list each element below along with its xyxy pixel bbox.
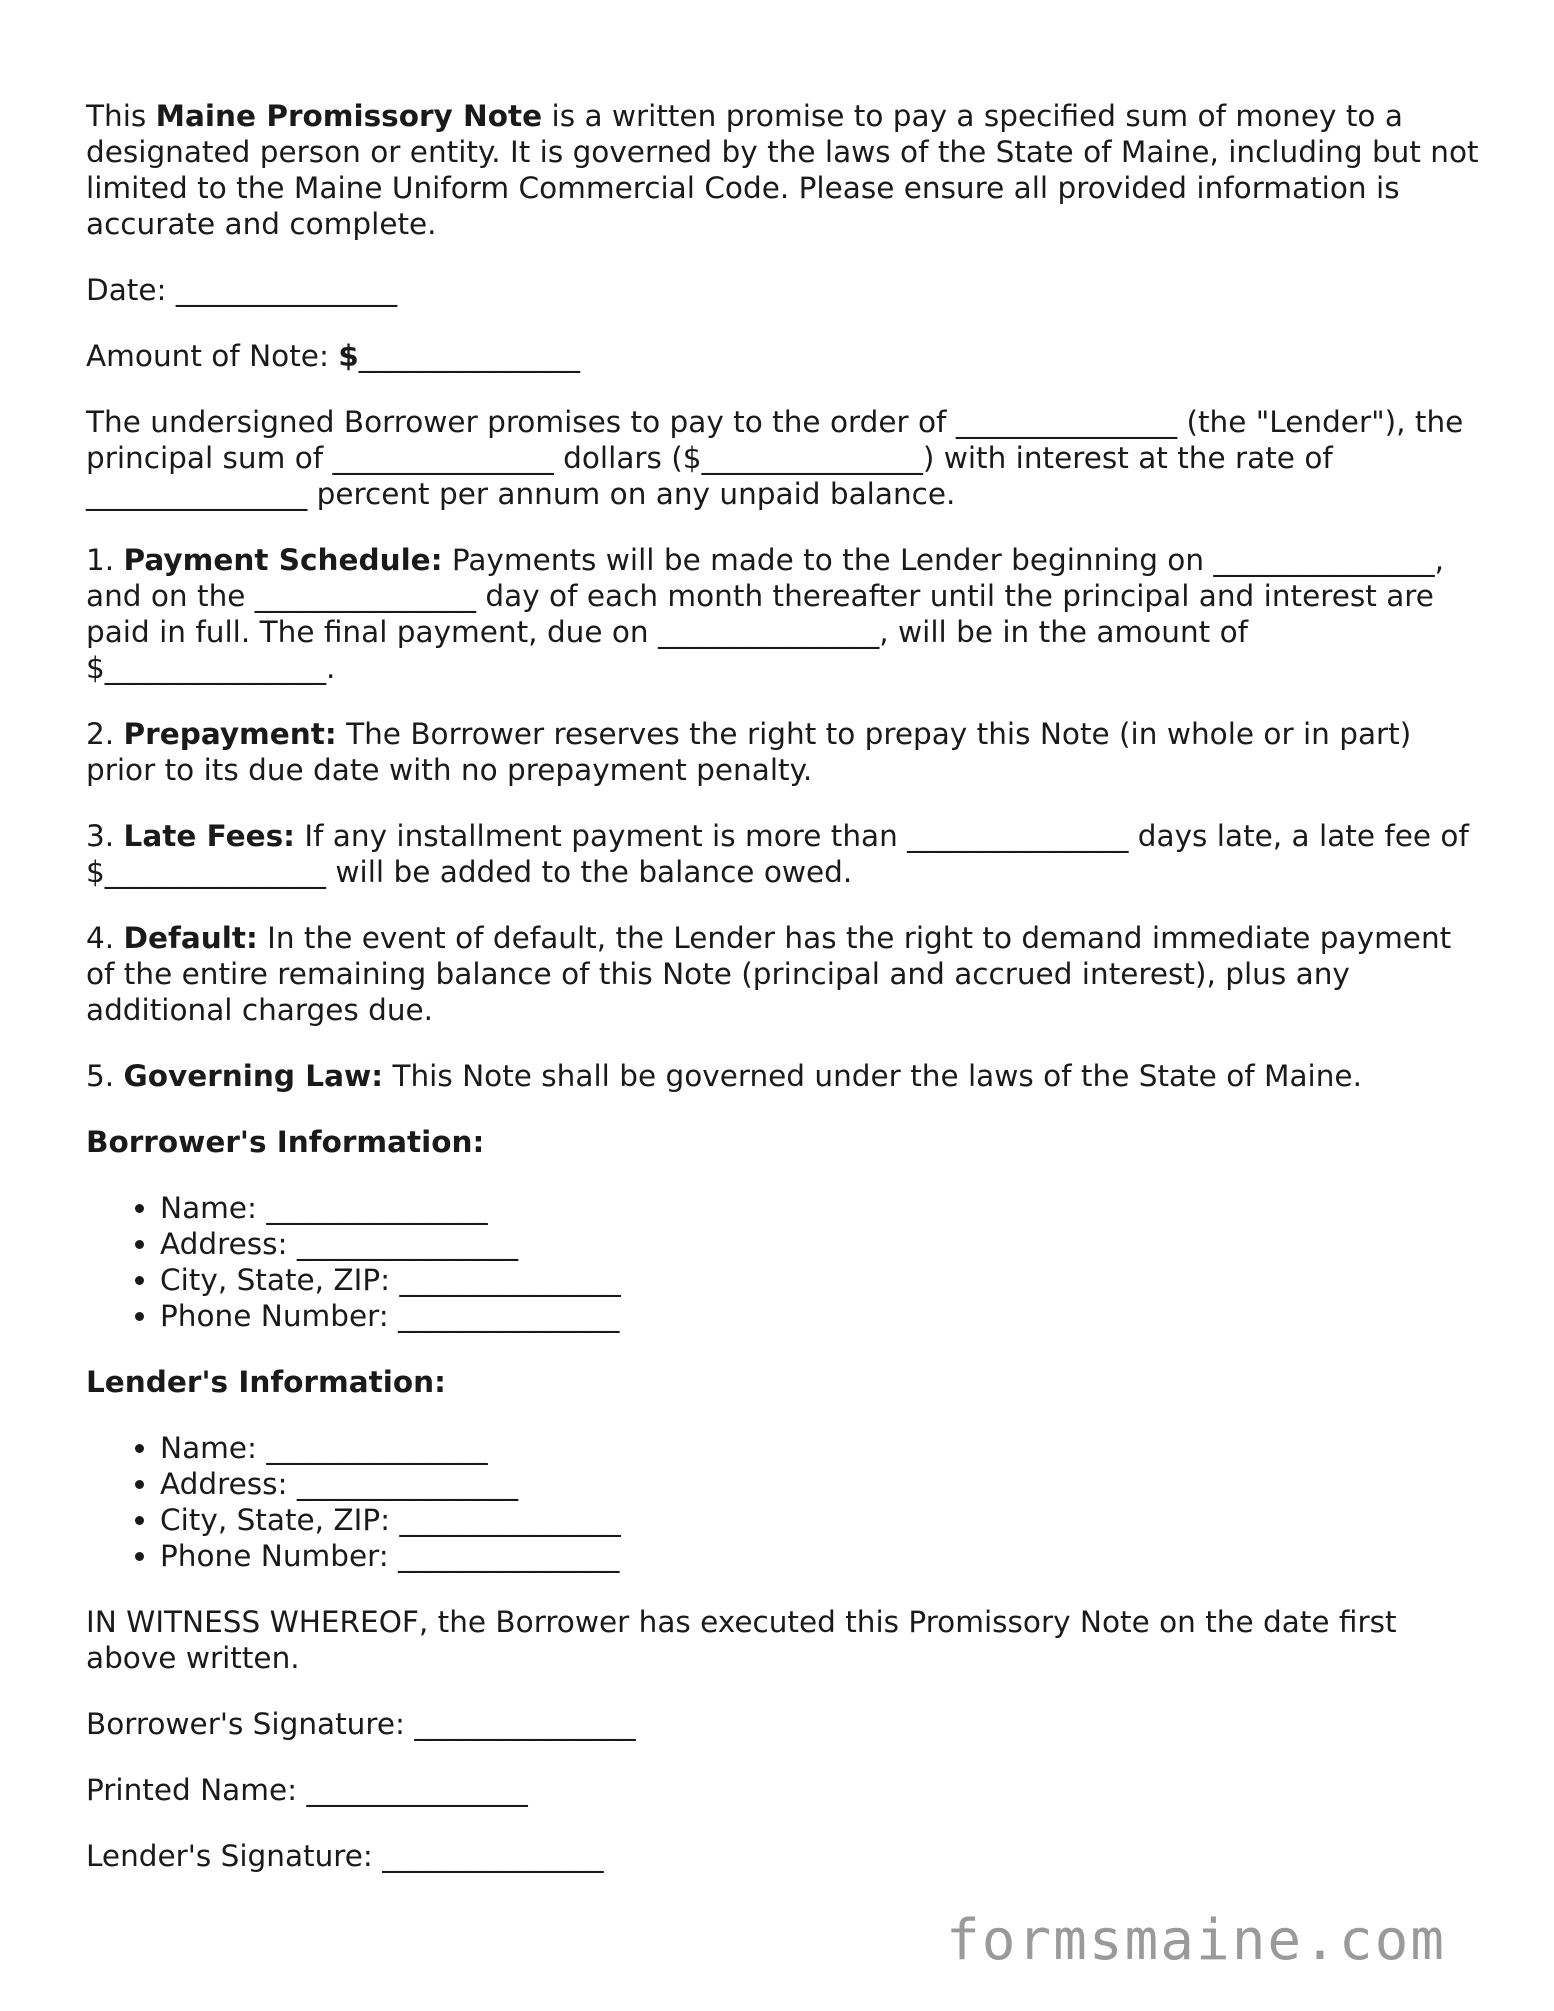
borrower-address-blank[interactable]: _______________ [296,1227,519,1261]
payment-day-blank[interactable]: _______________ [254,579,477,613]
section-text: In the event of default, the Lender has the right to demand immediate payment of the entire remaining balance of this Note (principal and accrued interest), plus any additional charges due. [86,921,1452,1027]
field-label: Address: [160,1227,297,1261]
section-text: will be added to the balance owed. [326,855,853,889]
principal-words-blank[interactable]: _______________ [332,441,554,475]
section-heading: Payment Schedule: [123,543,443,577]
borrower-signature-line [86,1706,1486,1742]
borrower-phone-blank[interactable]: _______________ [398,1299,620,1333]
section-default [86,920,1486,1028]
lender-info-heading: Lender's Information: [86,1365,446,1399]
borrower-signature-blank[interactable]: _______________ [414,1707,636,1741]
list-item [160,1502,1486,1538]
field-label: City, State, ZIP: [160,1263,400,1297]
list-item [160,1298,1486,1334]
amount-line [86,338,1486,374]
list-item [160,1466,1486,1502]
section-governing-law [86,1058,1486,1094]
lender-info-list [86,1430,1486,1574]
list-item [160,1262,1486,1298]
section-text: Payments will be made to the Lender beginning on [442,543,1214,577]
list-item [160,1430,1486,1466]
promise-text: dollars ($ [553,441,702,475]
date-label: Date: [86,273,176,307]
lender-name-blank[interactable]: _______________ [955,405,1178,439]
section-late-fees [86,818,1486,890]
borrower-info-list [86,1190,1486,1334]
section-number: 1. [86,543,124,577]
promise-text: percent per annum on any unpaid balance. [307,477,956,511]
section-text: , and on the [86,543,1445,613]
section-text: . [326,651,336,685]
intro-lead: This [86,99,156,133]
printed-name-line [86,1772,1486,1808]
section-payment-schedule [86,542,1486,686]
lender-city-blank[interactable]: _______________ [399,1503,621,1537]
section-text: This Note shall be governed under the laws of the State of Maine. [383,1059,1362,1093]
list-item [160,1538,1486,1574]
principal-amount-blank[interactable]: _______________ [701,441,923,475]
section-prepayment [86,716,1486,788]
section-heading: Governing Law: [123,1059,384,1093]
section-number: 4. [86,921,124,955]
section-text: , will be in the amount of $ [86,615,1249,685]
date-line [86,272,1486,308]
promise-paragraph [86,404,1486,512]
start-date-blank[interactable]: _______________ [1213,543,1435,577]
promissory-note-document [86,98,1486,1904]
lender-address-blank[interactable]: _______________ [296,1467,519,1501]
signature-label: Lender's Signature: [86,1839,383,1873]
section-text: If any installment payment is more than [294,819,908,853]
list-item [160,1190,1486,1226]
field-label: Address: [160,1467,297,1501]
borrower-info-heading: Borrower's Information: [86,1125,485,1159]
document-title: Maine Promissory Note [155,99,543,133]
section-heading: Default: [123,921,258,955]
dollar-sign: $ [338,339,359,373]
signature-label: Borrower's Signature: [86,1707,415,1741]
section-number: 2. [86,717,124,751]
section-text: The Borrower reserves the right to prepay this Note (in whole or in part) prior to its due date with no prepayment penalty. [86,717,1412,787]
intro-paragraph [86,98,1486,242]
list-item [160,1226,1486,1262]
lender-signature-blank[interactable]: _______________ [382,1839,604,1873]
section-text: days late, a late fee of $ [86,819,1469,889]
section-heading: Prepayment: [123,717,337,751]
section-number: 3. [86,819,124,853]
final-date-blank[interactable]: _______________ [658,615,880,649]
lender-signature-line [86,1838,1486,1874]
final-amount-blank[interactable]: _______________ [104,651,327,685]
lender-phone-blank[interactable]: _______________ [398,1539,620,1573]
field-label: Phone Number: [160,1299,399,1333]
lender-name-blank[interactable]: _______________ [266,1431,488,1465]
amount-label: Amount of Note: [86,339,339,373]
field-label: Name: [160,1191,267,1225]
borrower-name-blank[interactable]: _______________ [266,1191,488,1225]
borrower-city-blank[interactable]: _______________ [399,1263,621,1297]
promise-text: The undersigned Borrower promises to pay to the order of [86,405,956,439]
site-watermark: formsmaine.com [945,1908,1446,1973]
date-blank[interactable]: _______________ [175,273,398,307]
late-fee-blank[interactable]: _______________ [104,855,327,889]
witness-paragraph: IN WITNESS WHEREOF, the Borrower has executed this Promissory Note on the date first above written. [86,1605,1397,1675]
section-number: 5. [86,1059,124,1093]
interest-rate-blank[interactable]: _______________ [86,477,308,511]
promise-text: ) with interest at the rate of [922,441,1333,475]
late-days-blank[interactable]: _______________ [907,819,1129,853]
field-label: City, State, ZIP: [160,1503,400,1537]
field-label: Phone Number: [160,1539,399,1573]
section-heading: Late Fees: [123,819,295,853]
amount-blank[interactable]: _______________ [358,339,581,373]
promise-text: (the "Lender"), the principal sum of [86,405,1464,475]
intro-text: is a written promise to pay a specified sum of money to a designated person or entity. It is governed by the laws of the State of Maine, including but not limited to the Maine Uniform Commercial Code. Please ensure all provided information is accurate and complete. [86,99,1479,241]
signature-label: Printed Name: [86,1773,307,1807]
section-text: day of each month thereafter until the principal and interest are paid in full. The final payment, due on [86,579,1434,649]
field-label: Name: [160,1431,267,1465]
printed-name-blank[interactable]: _______________ [306,1773,528,1807]
